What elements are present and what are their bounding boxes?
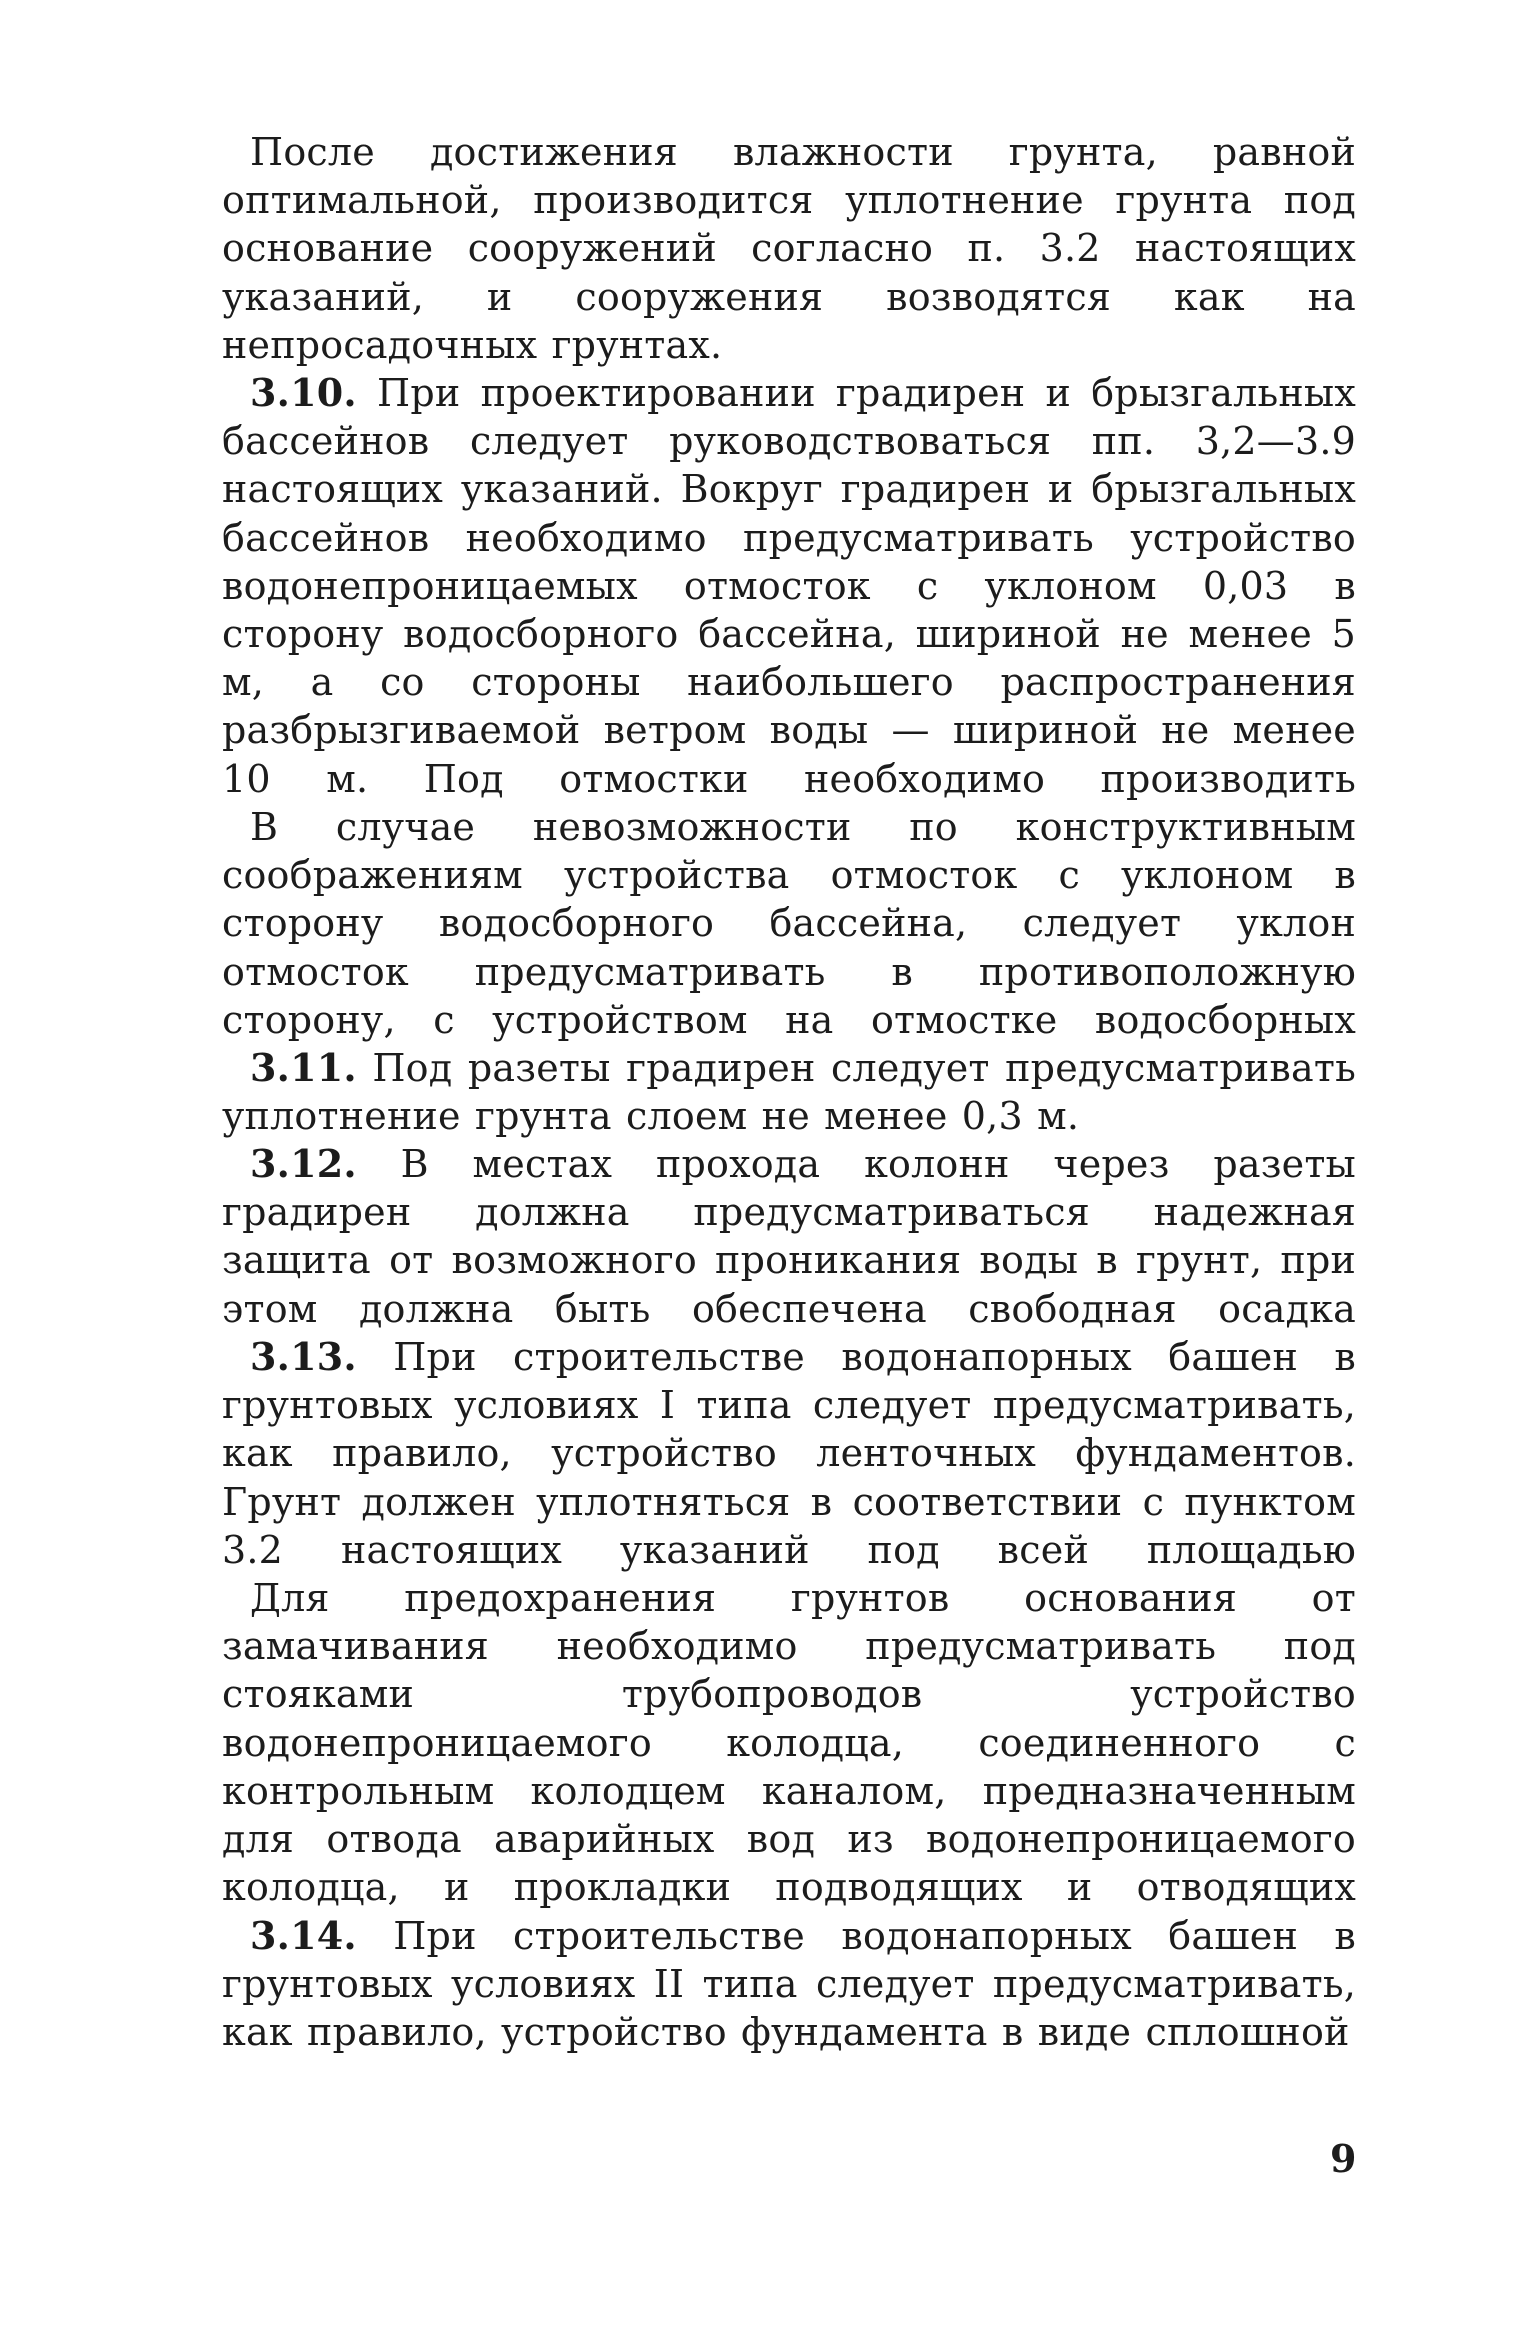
clause-number-3-11: 3.11. [250,1045,357,1090]
paragraph-1-text: После достижения влажности грунта, равной оптимальной, производится уплотнение грунта под основание сооружений согласно п. 3.2 настоящих указаний, и сооружения возводятся как на непросадочных грунтах. [222,130,1356,367]
paragraph-3-13 [222,1333,1356,1574]
paragraph-3-10-cont [222,803,1356,1044]
page-number: 9 [1330,2136,1357,2181]
clause-number-3-14: 3.14. [250,1913,357,1958]
paragraph-3-13-text: При строительстве водонапорных башен в грунтовых условиях I типа следует предусматривать, как правило, устройство ленточных фундаментов. Грунт должен уплотняться в соответствии с пунктом 3.2 настоящих указаний под всей площадью [222,1335,1356,1572]
paragraph-3-13-cont [222,1574,1356,1912]
paragraph-3-10-text: При проектировании градирен и брызгальных бассейнов следует руководствоваться пп. 3,2—3.9 настоящих указаний. Вокруг градирен и брызгальных бассейнов необходимо предусматривать устройство водонепроницаемых отмосток с уклоном 0,03 в сторону водосборного бассейна, шириной не менее 5 м, а со стороны наибольшего распространения разбрызгиваемой ветром воды — шириной не менее 10 м. Под отмостки необходимо производить [222,371,1356,801]
paragraph-3-10 [222,369,1356,803]
paragraph-3-13-cont-text: Для предохранения грунтов основания от замачивания необходимо предусматривать под стояками трубопроводов устройство водонепроницаемого колодца, соединенного с контрольным колодцем каналом, предназначенным для отвода аварийных вод из водонепроницаемого колодца, и прокладки подводящих и отводящих [222,1576,1356,1910]
clause-number-3-12: 3.12. [250,1141,357,1186]
text-column [222,128,1356,2057]
paragraph-3-11-text: Под разеты градирен следует предусматривать уплотнение грунта слоем не менее 0,3 м. [222,1046,1356,1139]
clause-number-3-10: 3.10. [250,370,357,415]
paragraph-3-12 [222,1140,1356,1333]
paragraph-3-10-cont-text: В случае невозможности по конструктивным соображениям устройства отмосток с уклоном в сторону водосборного бассейна, следует уклон отмосток предусматривать в противоположную сторону, с устройством на отмостке водосборных [222,805,1356,1042]
clause-number-3-13: 3.13. [250,1334,357,1379]
paragraph-3-14-text: При строительстве водонапорных башен в грунтовых условиях II типа следует предусматривать, как правило, устройство фундамента в виде сплошной [222,1914,1356,2055]
paragraph-1 [222,128,1356,369]
paragraph-3-12-text: В местах прохода колонн через разеты градирен должна предусматриваться надежная защита от возможного проникания воды в грунт, при этом должна быть обеспечена свободная осадка [222,1142,1356,1331]
paragraph-3-11 [222,1044,1356,1140]
paragraph-3-14 [222,1912,1356,2057]
